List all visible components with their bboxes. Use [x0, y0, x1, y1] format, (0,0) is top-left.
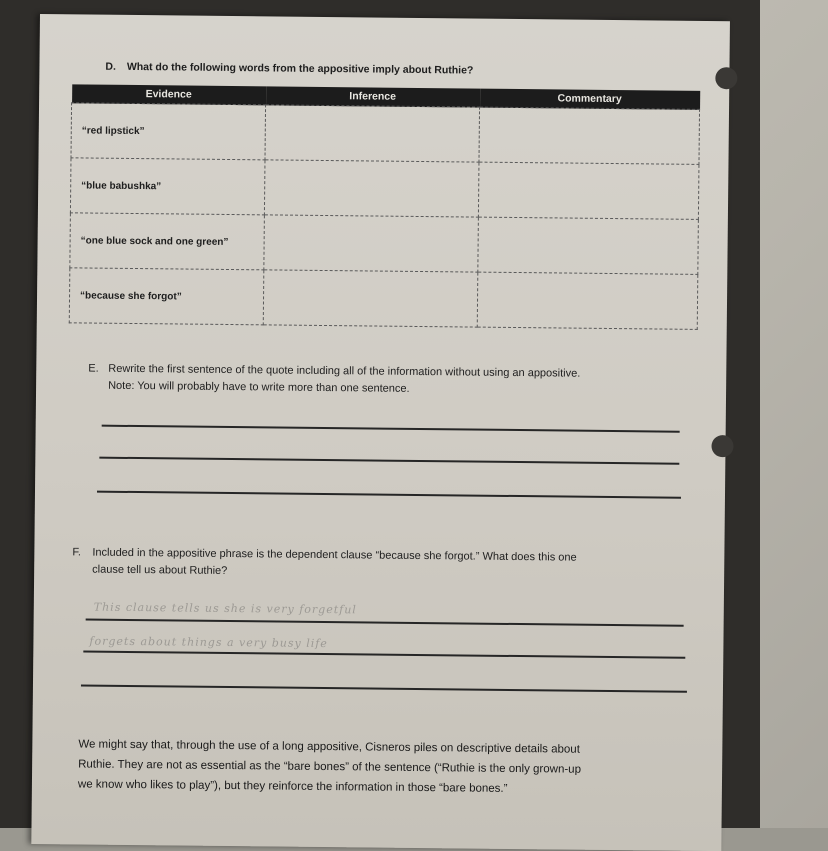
- header-commentary: Commentary: [480, 89, 700, 110]
- paragraph-line1: We might say that, through the use of a long appositive, Cisneros piles on descriptive details about: [78, 738, 580, 756]
- answer-line-e1[interactable]: [102, 425, 680, 433]
- answer-line-e3[interactable]: [97, 491, 681, 499]
- table-row: [70, 213, 699, 275]
- paragraph-line3: we know who likes to play”), but they reinforce the information in those “bare bones.”: [77, 778, 508, 795]
- table-row: [69, 268, 698, 330]
- inference-cell[interactable]: [264, 160, 479, 217]
- question-e-label: E.: [88, 362, 99, 375]
- question-e: [88, 361, 580, 400]
- evidence-cell: “blue babushka”: [70, 158, 265, 215]
- inference-cell[interactable]: [264, 215, 479, 272]
- paragraph-line2: Ruthie. They are not as essential as the “bare bones” of the sentence (“Ruthie is the only grown-up: [78, 758, 582, 776]
- answer-line-f3[interactable]: [81, 684, 687, 692]
- question-f-label: F.: [72, 546, 81, 559]
- evidence-table: [69, 84, 700, 330]
- evidence-cell: “one blue sock and one green”: [70, 213, 265, 270]
- answer-line-e2[interactable]: [99, 457, 679, 465]
- table-row: [70, 158, 699, 220]
- worksheet-page: [31, 14, 730, 851]
- closing-paragraph: [78, 734, 689, 800]
- punch-hole: [711, 435, 733, 457]
- header-evidence: Evidence: [72, 84, 266, 105]
- question-d: [105, 61, 473, 77]
- question-e-line1: Rewrite the first sentence of the quote including all of the information without using an appositive.: [108, 362, 581, 380]
- commentary-cell[interactable]: [478, 162, 699, 219]
- handwritten-answer-2: forgets about things a very busy life: [89, 634, 328, 651]
- commentary-cell[interactable]: [478, 217, 699, 274]
- answer-line-f1[interactable]: [86, 619, 684, 627]
- punch-hole: [715, 67, 737, 89]
- question-f-line2: clause tell us about Ruthie?: [92, 563, 228, 577]
- question-d-label: D.: [105, 60, 117, 73]
- table-row: [71, 103, 700, 165]
- header-inference: Inference: [266, 86, 480, 107]
- handwritten-answer-1: This clause tells us she is very forgetful: [93, 600, 357, 617]
- question-d-text: What do the following words from the appositive imply about Ruthie?: [126, 60, 474, 77]
- commentary-cell[interactable]: [477, 272, 698, 329]
- question-e-line2: Note: You will probably have to write more than one sentence.: [108, 379, 410, 395]
- answer-line-f2[interactable]: [83, 650, 685, 658]
- commentary-cell[interactable]: [479, 107, 700, 164]
- evidence-cell: “because she forgot”: [69, 268, 264, 325]
- inference-cell[interactable]: [265, 105, 480, 162]
- question-f: [72, 544, 577, 583]
- evidence-cell: “red lipstick”: [71, 103, 266, 160]
- inference-cell[interactable]: [263, 270, 478, 327]
- question-f-line1: Included in the appositive phrase is the dependent clause “because she forgot.” What does this one: [92, 546, 577, 564]
